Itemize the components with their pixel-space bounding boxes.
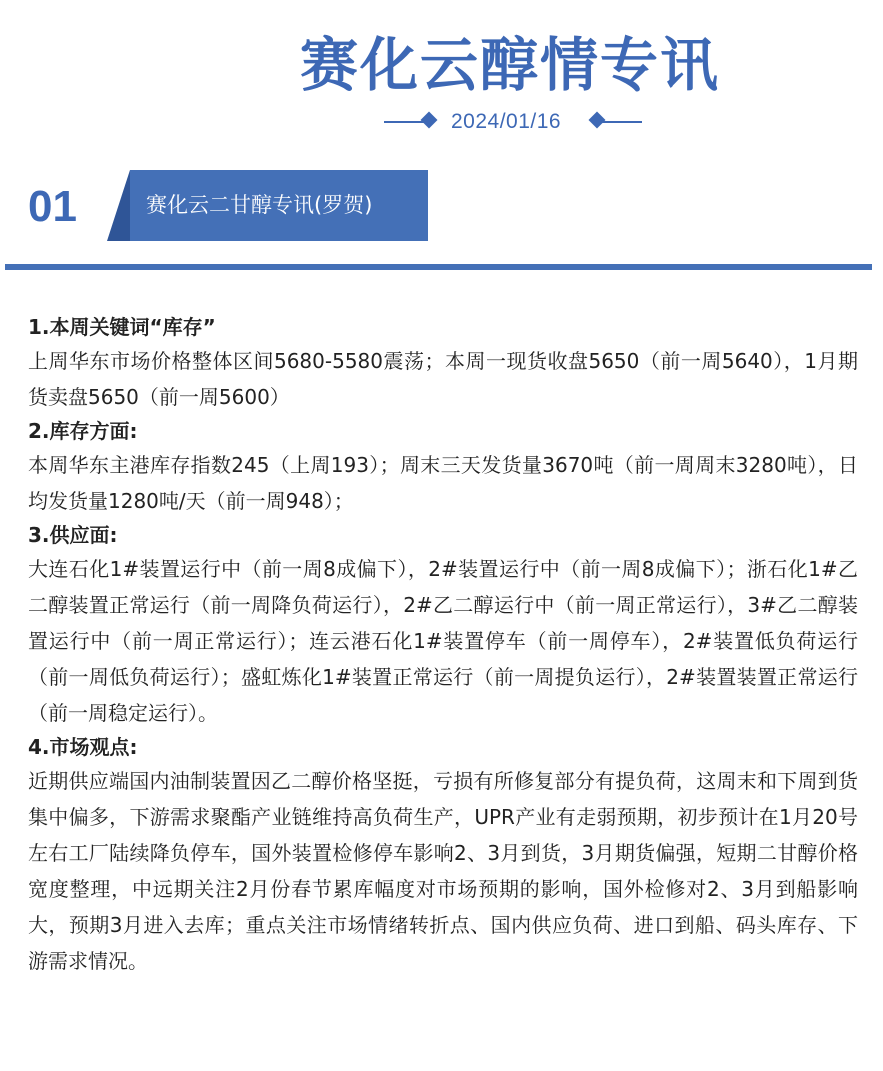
section-number: 01: [28, 182, 77, 231]
page-title: 赛化云醇情专讯: [299, 31, 720, 99]
publish-date: 2024/01/16: [451, 110, 562, 133]
block-4-text: 近期供应端国内油制装置因乙二醇价格坚挺，亏损有所修复部分有提负荷，这周末和下周到货集中偏多，下游需求聚酯产业链维持高负荷生产，UPR产业有走弱预期，初步预计在1月20号左右工厂陆续降负停车，国外装置检修停车影响2、3月到货，3月期货偏强，短期二甘醇价格宽度整理，中远期关注2月份春节累库幅度对市场预期的影响，国外检修对2、3月到船影响大，预期3月进入去库；重点关注市场情绪转折点、国内供应负荷、进口到船、码头库存、下游需求情况。: [28, 769, 858, 973]
block-3-text: 大连石化1#装置运行中（前一周8成偏下），2#装置运行中（前一周8成偏下）；浙石化1#乙二醇装置正常运行（前一周降负荷运行），2#乙二醇运行中（前一周正常运行），3#乙二醇装置运行中（前一周正常运行）；连云港石化1#装置停车（前一周停车），2#装置低负荷运行（前一周低负荷运行）；盛虹炼化1#装置正常运行（前一周提负运行），2#装置装置正常运行（前一周稳定运行）。: [28, 557, 858, 725]
date-line-left: [384, 121, 424, 123]
block-2-heading: 2.库存方面:: [28, 419, 138, 443]
ribbon-fold-icon: [107, 170, 131, 242]
block-1-text: 上周华东市场价格整体区间5680-5580震荡；本周一现货收盘5650（前一周5640），1月期货卖盘5650（前一周5600）: [28, 349, 858, 409]
block-1-heading: 1.本周关键词“库存”: [28, 315, 216, 339]
block-3-heading: 3.供应面:: [28, 523, 118, 547]
section-divider: [5, 264, 872, 270]
section-title-box: [130, 170, 428, 241]
section-title: 赛化云二甘醇专讯(罗贺): [146, 193, 373, 217]
date-line-right: [602, 121, 642, 123]
date-banner: [384, 108, 644, 136]
block-2-text: 本周华东主港库存指数245（上周193）；周末三天发货量3670吨（前一周周末3280吨），日均发货量1280吨/天（前一周948）；: [28, 453, 858, 513]
block-4-heading: 4.市场观点:: [28, 735, 138, 759]
article-body: [28, 311, 858, 979]
diamond-right-icon: [589, 112, 606, 129]
diamond-left-icon: [421, 112, 438, 129]
